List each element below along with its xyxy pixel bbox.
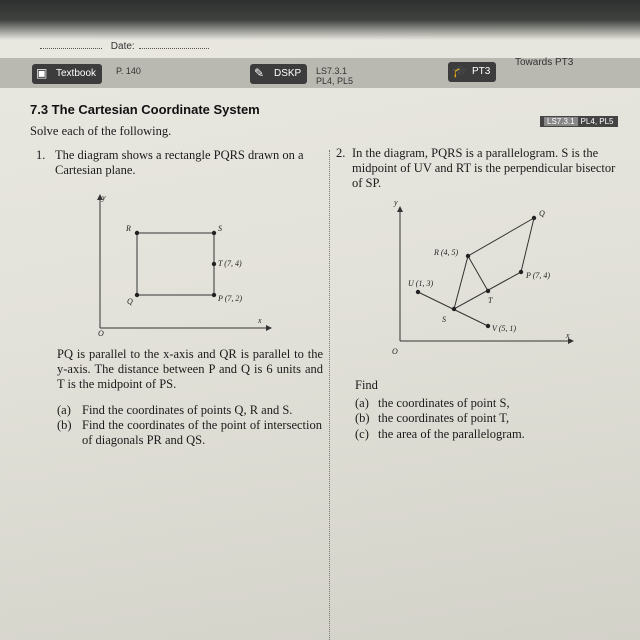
q1-point-p	[212, 293, 216, 297]
dskp-tag	[250, 64, 307, 84]
q2-number: 2.	[336, 146, 346, 160]
q2-part-a: the coordinates of point S,	[378, 396, 510, 410]
q1-part-a: Find the coordinates of points Q, R and S.	[82, 403, 293, 417]
q2-y-label: y	[394, 198, 398, 207]
q2-label-p: P (7, 4)	[526, 271, 551, 280]
q1-label-r: R	[126, 224, 131, 233]
date-label: Date:	[110, 41, 135, 52]
q2-part-b: the coordinates of point T,	[378, 411, 510, 425]
dskp-code-line2: PL4, PL5	[316, 76, 354, 86]
section-title: 7.3 The Cartesian Coordinate System	[30, 102, 260, 117]
name-line	[40, 48, 102, 49]
section-tag-code: LS7.3.1	[544, 117, 578, 126]
textbook-tag	[32, 64, 102, 84]
q2-label-v: V (5, 1)	[492, 324, 517, 333]
q2-label-r: R (4, 5)	[434, 248, 459, 257]
q2-y-arrow	[397, 206, 403, 212]
q2-point-u	[416, 290, 420, 294]
book-icon: ▣	[36, 66, 48, 80]
section-level-tag	[540, 116, 618, 127]
textbook-label: Textbook	[56, 68, 97, 79]
q1-x-label: x	[258, 316, 262, 325]
q2-part-c: the area of the parallelogram.	[378, 427, 525, 441]
q1-label-p: P (7, 2)	[218, 294, 243, 303]
q2-point-v	[486, 324, 490, 328]
towards-pt3: Towards PT3	[515, 57, 574, 68]
q1-part-b-label: (b)	[57, 418, 72, 432]
q2-part-a-label: (a)	[355, 396, 369, 410]
page-shadow	[0, 0, 640, 40]
date-line	[139, 48, 209, 49]
pt3-tag	[448, 62, 496, 82]
textbook-page: P. 140	[116, 66, 141, 76]
q2-point-s	[452, 307, 456, 311]
q2-diagram	[384, 196, 580, 360]
q2-point-t	[486, 289, 490, 293]
q2-part-b-label: (b)	[355, 411, 370, 425]
dskp-label: DSKP	[274, 68, 302, 79]
dskp-code-line1: LS7.3.1	[316, 66, 348, 76]
q2-point-p	[519, 270, 523, 274]
column-divider	[329, 150, 330, 640]
q1-origin-label: O	[98, 329, 104, 338]
q2-part-c-label: (c)	[355, 427, 369, 441]
q1-label-s: S	[218, 224, 222, 233]
graduation-cap-icon: 🎓	[452, 64, 467, 78]
q2-label-s: S	[442, 315, 446, 324]
q1-body: PQ is parallel to the x-axis and QR is parallel to the y-axis. The distance between P and Q is 6 units and T is the midpoint of PS.	[57, 347, 323, 391]
q2-line-rt	[468, 256, 488, 291]
q1-intro: The diagram shows a rectangle PQRS drawn on a Cartesian plane.	[55, 148, 304, 177]
date-field	[38, 41, 215, 52]
q2-label-q: Q	[539, 209, 545, 218]
q1-y-label: y	[102, 193, 106, 202]
checklist-icon: ✎	[254, 66, 265, 80]
q1-number: 1.	[36, 148, 46, 162]
q1-point-s	[212, 231, 216, 235]
dskp-code	[316, 66, 353, 86]
q2-x-label: x	[566, 331, 570, 340]
pt3-label: PT3	[472, 66, 491, 77]
q2-intro: In the diagram, PQRS is a parallelogram. S is the midpoint of UV and RT is the perpendicular bisector of SP.	[352, 146, 616, 190]
q2-label-u: U (1, 3)	[408, 279, 434, 288]
q2-find-label: Find	[355, 378, 378, 392]
q1-point-r	[135, 231, 139, 235]
q1-label-t: T (7, 4)	[218, 259, 242, 268]
q1-point-t	[212, 262, 216, 266]
instruction: Solve each of the following.	[30, 124, 172, 138]
q1-diagram	[80, 188, 280, 338]
q1-x-arrow	[266, 325, 272, 331]
q1-label-q: Q	[127, 297, 133, 306]
q2-origin-label: O	[392, 347, 398, 356]
q2-point-q	[532, 216, 536, 220]
q2-point-r	[466, 254, 470, 258]
q1-part-b: Find the coordinates of the point of intersection of diagonals PR and QS.	[82, 418, 322, 447]
q2-parallelogram-pqrs	[454, 218, 534, 309]
q1-rectangle-pqrs	[137, 233, 214, 295]
q1-point-q	[135, 293, 139, 297]
section-tag-level: PL4, PL5	[580, 117, 614, 126]
q1-part-a-label: (a)	[57, 403, 71, 417]
q2-label-t: T	[488, 296, 493, 305]
